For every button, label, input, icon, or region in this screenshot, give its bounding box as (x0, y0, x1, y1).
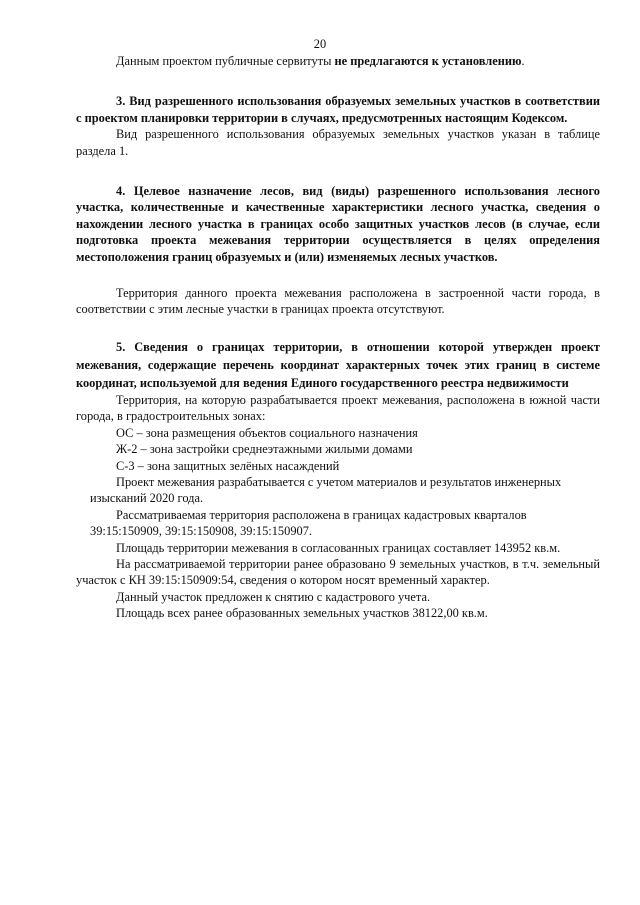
total-area-text: Площадь всех ранее образованных земельных участков 38122,00 кв.м. (116, 606, 488, 621)
zone-item: С-3 – зона защитных зелёных насаждений (116, 458, 340, 473)
zone-item: ОС – зона размещения объектов социального назначения (116, 425, 418, 440)
section-5-location-text: Территория, на которую разрабатывается проект межевания, расположена в южной части города, в градостроительных зонах: (76, 392, 600, 424)
page-number: 20 (313, 37, 327, 51)
servitude-paragraph (76, 53, 600, 69)
servitude-text: Данным проектом публичные сервитуты (116, 54, 335, 68)
cadastral-quarters-line-1: Рассматриваемая территория расположена в границах кадастровых кварталов (116, 507, 527, 522)
area-text: Площадь территории межевания в согласованных границах составляет 143952 кв.м. (116, 540, 561, 555)
deregistration-text: Данный участок предложен к снятию с кадастрового учета. (116, 589, 431, 604)
section-4-heading: 4. Целевое назначение лесов, вид (виды) разрешенного использования лесного участка, количественные и качественные характеристики лесного участка, сведения о нахождении лесного участка в границах особо защитных участков лесов (в случае, если подготовка проекта межевания территории осуществляется в целях определения местоположения границ образуемых и (или) изменяемых лесных участков. (76, 184, 600, 264)
section-5-heading: 5. Сведения о границах территории, в отношении которой утвержден проект межевания, содержащие перечень координат характерных точек этих границ в системе координат, используемой для ведения Единого государственного реестра недвижимости (76, 339, 600, 390)
materials-text-line-2: изысканий 2020 года. (90, 491, 204, 506)
materials-text-line-1: Проект межевания разрабатывается с учетом материалов и результатов инженерных (116, 474, 562, 489)
cadastral-quarters-line-2: 39:15:150909, 39:15:150908, 39:15:150907. (90, 524, 313, 539)
section-3-text: Вид разрешенного использования образуемых земельных участков указан в таблице раздела 1. (76, 127, 600, 158)
zone-item: Ж-2 – зона застройки среднеэтажными жилыми домами (116, 442, 413, 457)
section-4-text: Территория данного проекта межевания расположена в застроенной части города, в соответствии с этим лесные участки в границах проекта отсутствуют. (76, 286, 600, 317)
servitude-bold-text: не предлагаются к установлению (334, 54, 522, 68)
servitude-period: . (521, 54, 525, 68)
section-3-heading: 3. Вид разрешенного использования образуемых земельных участков в соответствии с проектом планировки территории в случаях, предусмотренных настоящим Кодексом. (76, 94, 600, 125)
existing-plots-text: На рассматриваемой территории ранее образовано 9 земельных участков, в т.ч. земельный участок с КН 39:15:150909:54, сведения о котором носят временный характер. (76, 556, 600, 588)
document-body (76, 53, 600, 622)
